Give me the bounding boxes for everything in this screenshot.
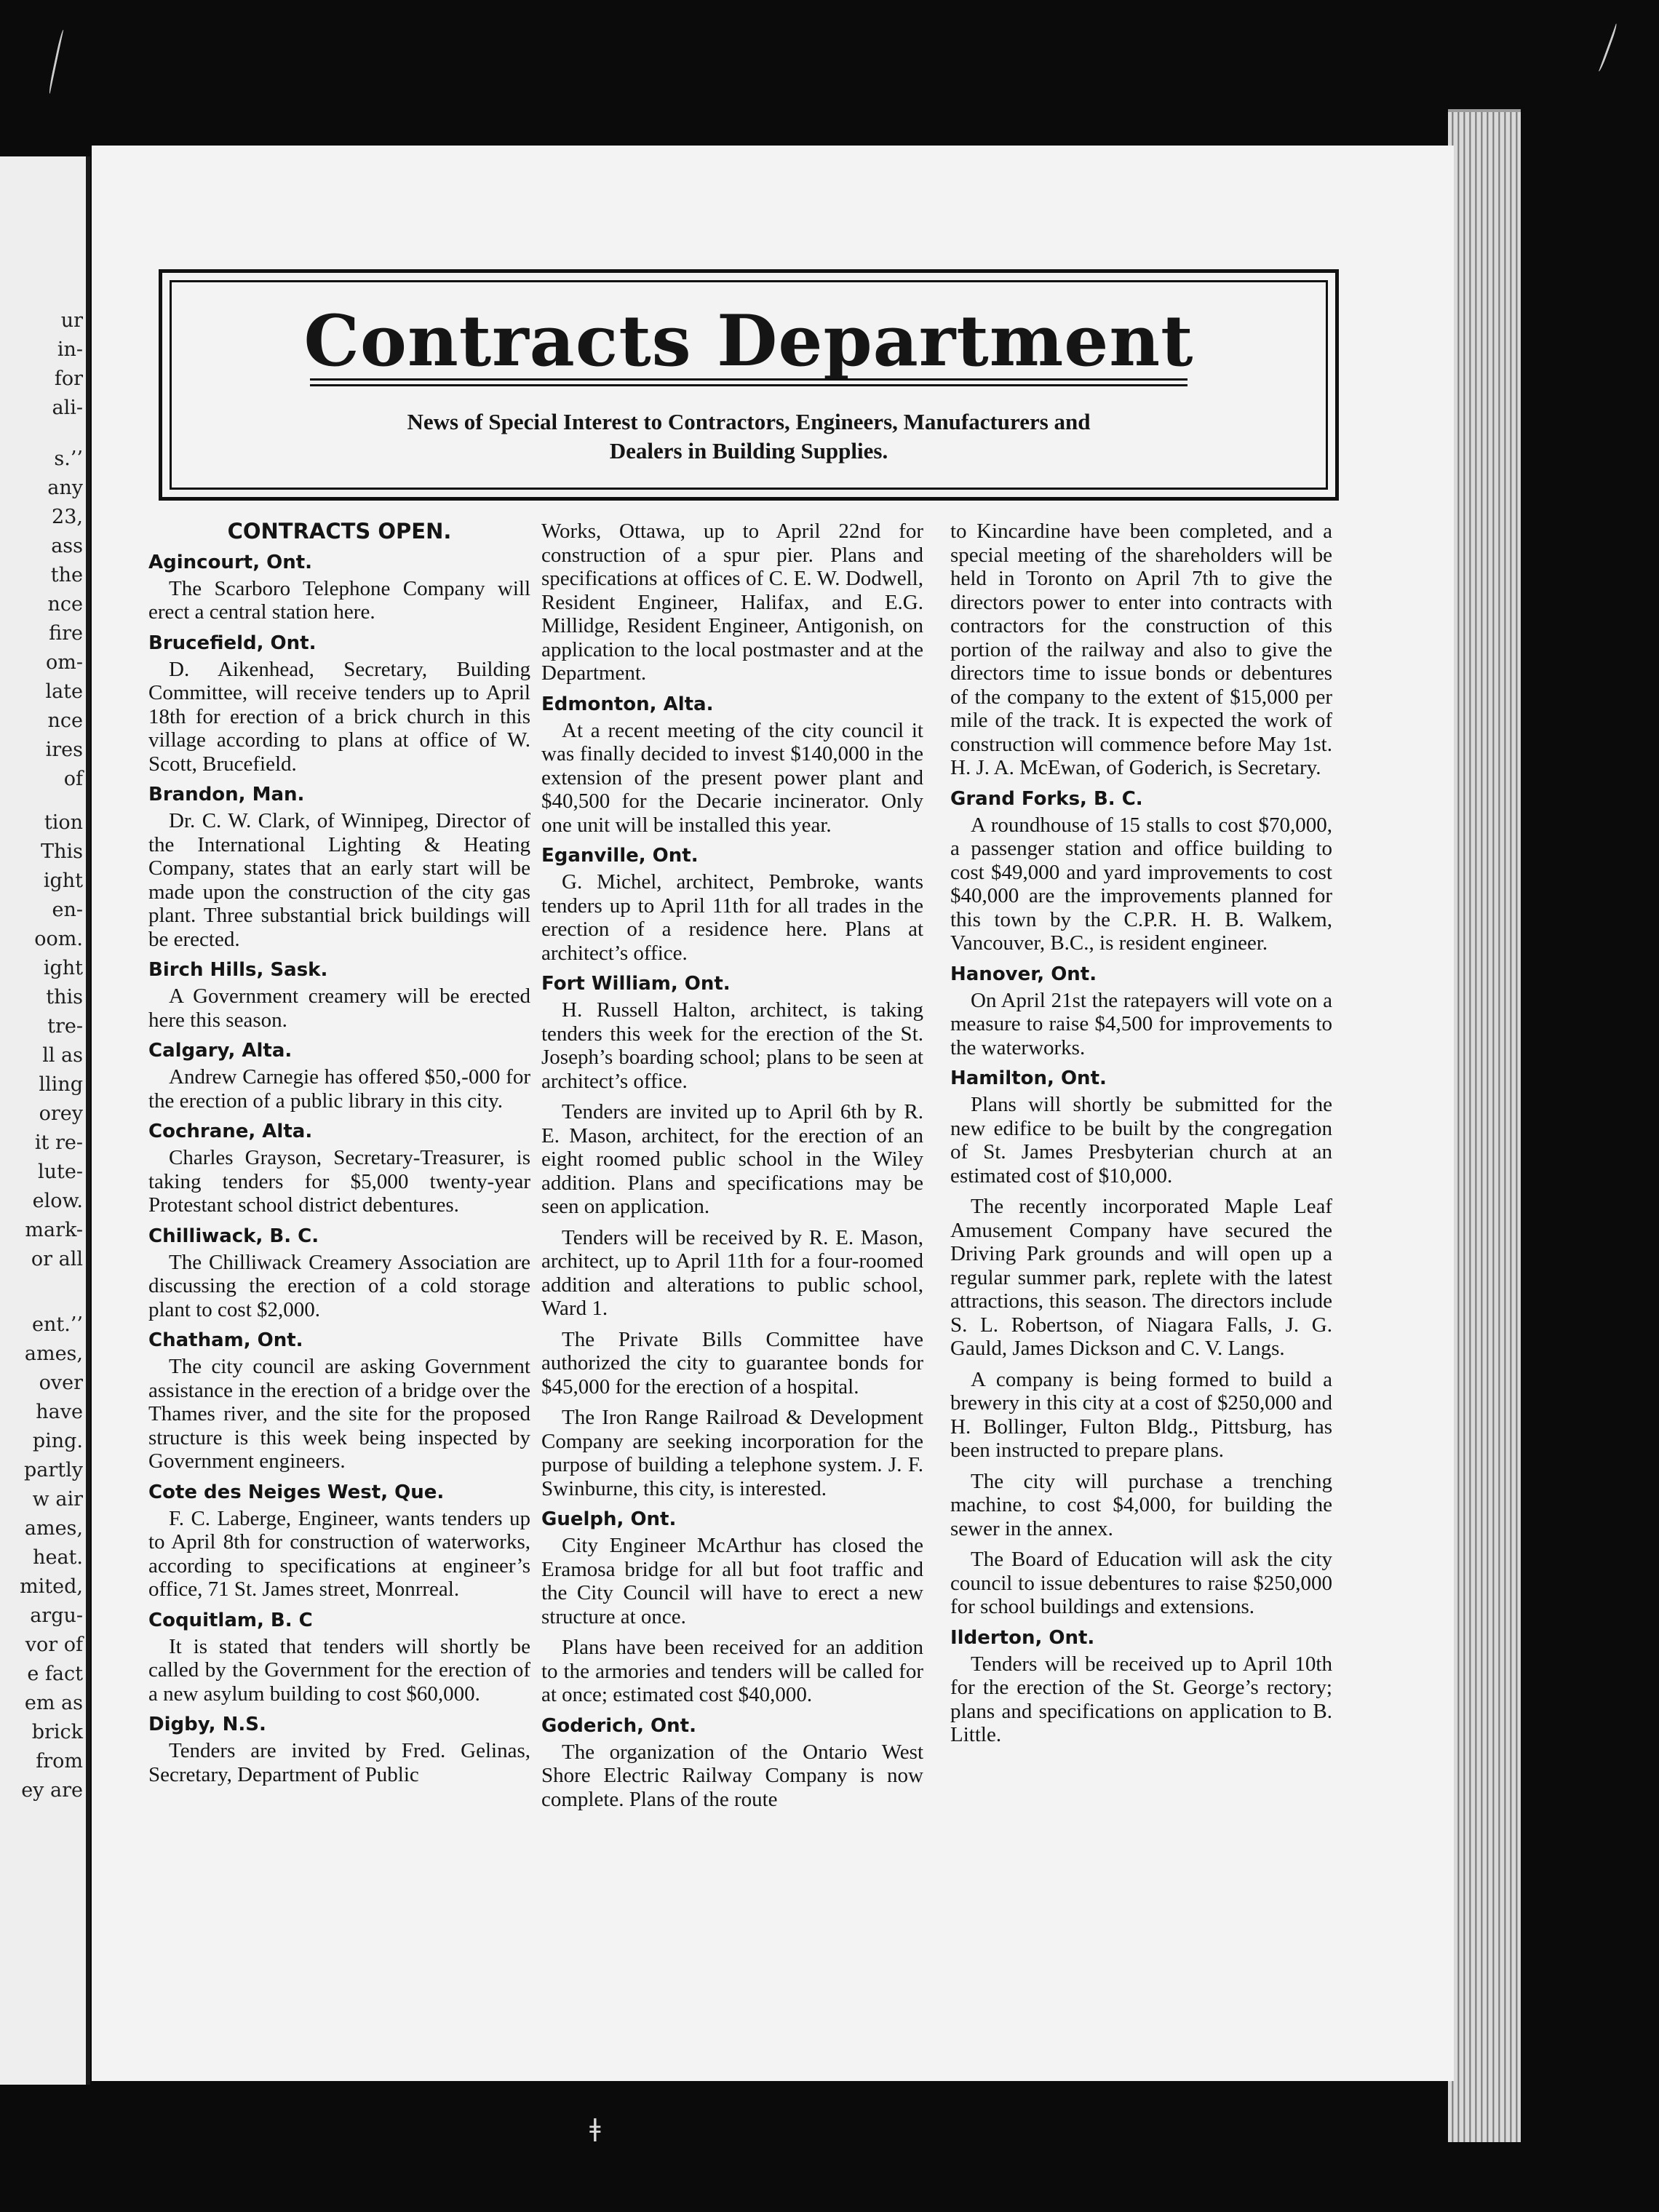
page-crease-mark <box>1596 23 1618 72</box>
facing-page-text-fragment: s.’’ <box>54 447 83 470</box>
facing-page-text-fragment: tion <box>44 811 83 834</box>
page-crease-mark <box>48 29 67 94</box>
facing-page-text-fragment: ight <box>43 870 83 892</box>
entry-paragraph: A roundhouse of 15 stalls to cost $70,000, a passenger station and office building to cost $49,000 and yard improvements to cost $40,000 are the improvements planned for this town by the C.P.R. H. B. Walkem, Vancouver, B.C., is resident engineer. <box>950 813 1332 955</box>
facing-page-text-fragment: w air <box>32 1488 83 1511</box>
binding-mark: ǂ <box>589 2114 601 2143</box>
facing-page-text-fragment: ent.’’ <box>32 1313 83 1336</box>
entry-paragraph: F. C. Laberge, Engineer, wants tenders up to April 8th for construction of waterworks, according to specifications at engineer’s office, 71 St. James street, Monrreal. <box>148 1506 530 1601</box>
entry-paragraph: Works, Ottawa, up to April 22nd for construction of a spur pier. Plans and specifications at offices of C. E. W. Dodwell, Resident Engineer, Halifax, and E.G. Millidge, Resident Engineer, Antigonish, on application to the local postmaster and at the Department. <box>541 520 923 685</box>
entry-paragraph: G. Michel, architect, Pembroke, wants tenders up to April 11th for all trades in the erection of a residence here. Plans at architect’s office. <box>541 870 923 965</box>
entry-paragraph: Dr. C. W. Clark, of Winnipeg, Director of the International Lighting & Heating Company, states that an early start will be made upon the construction of the city gas plant. Three substantial brick buildings will be erected. <box>148 809 530 951</box>
facing-page-text-fragment: nce <box>47 709 83 732</box>
facing-page-text-fragment: ass <box>51 535 83 557</box>
entry-paragraph: The Chilliwack Creamery Association are discussing the erection of a cold storage plant to cost $2,000. <box>148 1250 530 1321</box>
facing-page-text-fragment: it re- <box>34 1131 83 1154</box>
column-3-entries <box>950 520 1332 1747</box>
entry-place-heading: Fort William, Ont. <box>541 973 731 995</box>
facing-page-text-fragment: ll as <box>42 1044 83 1067</box>
entry-place-heading: Digby, N.S. <box>148 1714 266 1735</box>
facing-page-text-fragment: ey are <box>21 1779 83 1802</box>
header-inner-frame <box>170 280 1328 490</box>
entry-place-heading: Calgary, Alta. <box>148 1040 293 1062</box>
page-title: Contracts Department <box>303 300 1194 382</box>
facing-page-text-fragment: late <box>45 680 83 703</box>
entry-paragraph: It is stated that tenders will shortly be called by the Government for the erection of a new asylum building to cost $60,000. <box>148 1634 530 1706</box>
facing-page-text-fragment: ali- <box>52 397 83 419</box>
facing-page-text-fragment: argu- <box>30 1604 83 1627</box>
facing-page-text-fragment: oom. <box>34 928 83 950</box>
facing-page-text-fragment: ires <box>45 739 83 761</box>
facing-page-text-fragment: om- <box>46 651 83 674</box>
facing-page-text-fragment: partly <box>23 1459 83 1481</box>
subtitle-line: Dealers in Building Supplies. <box>609 438 888 464</box>
section-heading: CONTRACTS OPEN. <box>227 519 452 544</box>
facing-page-text-fragment: nce <box>47 593 83 616</box>
entry-place-heading: Brandon, Man. <box>148 784 305 805</box>
column-1 <box>148 520 530 1794</box>
column-3 <box>950 520 1332 1754</box>
facing-page-text-fragment: in- <box>57 338 83 361</box>
column-2-entries <box>541 520 923 1811</box>
facing-page-text-fragment: lling <box>39 1073 83 1096</box>
entry-place-heading: Chatham, Ont. <box>148 1329 303 1351</box>
entry-paragraph: At a recent meeting of the city council it was finally decided to invest $140,000 in the extension of the present power plant and $40,500 for the Decarie incinerator. Only one unit will be installed this year. <box>541 718 923 837</box>
entry-paragraph: A Government creamery will be erected here this season. <box>148 984 530 1032</box>
facing-page-text-fragment: ames, <box>24 1342 83 1365</box>
entry-paragraph: The Board of Education will ask the city council to issue debentures to raise $250,000 for school buildings and extensions. <box>950 1548 1332 1618</box>
entry-place-heading: Grand Forks, B. C. <box>950 787 1143 810</box>
entry-paragraph: D. Aikenhead, Secretary, Building Committee, will receive tenders up to April 18th for erection of a brick church in this village according to plans at office of W. Scott, Brucefield. <box>148 657 530 776</box>
header-subtitle <box>259 407 1238 466</box>
column-1-entries <box>148 551 530 1787</box>
entry-paragraph: The city will purchase a trenching machine, to cost $4,000, for building the sewer in the annex. <box>950 1469 1332 1540</box>
book-page-edges <box>1448 109 1521 2142</box>
entry-place-heading: Eganville, Ont. <box>541 845 699 867</box>
entry-paragraph: City Engineer McArthur has closed the Eramosa bridge for all but foot traffic and the City Council will have to erect a new structure at once. <box>541 1534 923 1628</box>
entry-paragraph: The recently incorporated Maple Leaf Amusement Company have secured the Driving Park grounds and will open up a regular summer park, replete with the latest attractions, this season. The directors include S. L. Robertson, of Niagara Falls, J. G. Gauld, James Dickson and C. V. Langs. <box>950 1195 1332 1360</box>
entry-place-heading: Guelph, Ont. <box>541 1508 677 1530</box>
facing-page-text-fragment: or all <box>31 1248 83 1270</box>
facing-page-text-fragment: from <box>36 1750 83 1773</box>
entry-paragraph: Andrew Carnegie has offered $50,-000 for the erection of a public library in this city. <box>148 1065 530 1113</box>
header-box <box>159 269 1339 501</box>
title-rule <box>310 378 1187 381</box>
entry-paragraph: The organization of the Ontario West Shore Electric Railway Company is now complete. Plans of the route <box>541 1740 923 1811</box>
facing-page-text-fragment: en- <box>52 899 83 921</box>
entry-paragraph: The Iron Range Railroad & Development Company are seeking incorporation for the purpose of building a telephone system. J. F. Swinburne, this city, is interested. <box>541 1406 923 1500</box>
entry-place-heading: Cote des Neiges West, Que. <box>148 1481 445 1503</box>
facing-page-text-fragment: ping. <box>32 1430 83 1452</box>
entry-paragraph: A company is being formed to build a brewery in this city at a cost of $250,000 and H. Bollinger, Fulton Bldg., Pittsburg, has been instructed to prepare plans. <box>950 1367 1332 1462</box>
facing-page-text-fragment: em as <box>24 1692 83 1714</box>
entry-paragraph: The Private Bills Committee have authorized the city to guarantee bonds for $45,000 for the erection of a hospital. <box>541 1327 923 1399</box>
facing-page-text-fragment: fire <box>49 622 83 645</box>
facing-page-text-fragment: mited, <box>20 1575 83 1598</box>
entry-paragraph: The city council are asking Government assistance in the erection of a bridge over the Thames river, and the site for the proposed structure is this week being inspected by Government engineers. <box>148 1355 530 1473</box>
facing-page-text-fragment: any <box>47 477 83 499</box>
title-rule <box>310 384 1187 386</box>
facing-page-text-fragment: tre- <box>47 1015 83 1038</box>
facing-page-text-fragment: brick <box>31 1721 83 1743</box>
facing-page-text-fragment: heat. <box>33 1546 83 1569</box>
entry-paragraph: Plans will shortly be submitted for the new edifice to be built by the congregation of St. James Presbyterian church at an estimated cost of $10,000. <box>950 1093 1332 1187</box>
facing-page-text-fragment: e fact <box>27 1663 83 1685</box>
facing-page-text-fragment: ight <box>43 957 83 979</box>
entry-place-heading: Ilderton, Ont. <box>950 1626 1095 1649</box>
entry-place-heading: Edmonton, Alta. <box>541 693 714 715</box>
facing-page-text-fragment: ames, <box>24 1517 83 1540</box>
entry-paragraph: Tenders will be received up to April 10th for the erection of the St. George’s rectory; plans and specifications on application to B. Little. <box>950 1652 1332 1746</box>
facing-page-text-fragment: of <box>63 768 83 790</box>
entry-place-heading: Hamilton, Ont. <box>950 1067 1107 1089</box>
facing-page-text-fragment: elow. <box>32 1190 83 1212</box>
facing-page-edge <box>0 156 90 2085</box>
entry-paragraph: H. Russell Halton, architect, is taking tenders this week for the erection of the St. Joseph’s boarding school; plans to be seen at architect’s office. <box>541 998 923 1093</box>
facing-page-text-fragment: have <box>36 1401 83 1423</box>
facing-page-text-fragment: for <box>54 367 83 390</box>
facing-page-text-fragment: over <box>39 1372 83 1394</box>
facing-page-text-fragment: orey <box>39 1102 83 1125</box>
entry-paragraph: Charles Grayson, Secretary-Treasurer, is taking tenders for $5,000 twenty-year Protestant school district debentures. <box>148 1146 530 1217</box>
subtitle-line: News of Special Interest to Contractors, Engineers, Manufacturers and <box>407 409 1091 434</box>
magazine-page <box>92 146 1454 2081</box>
column-2 <box>541 520 923 1818</box>
entry-place-heading: Goderich, Ont. <box>541 1714 696 1737</box>
facing-page-text-fragment: lute- <box>38 1161 83 1183</box>
entry-place-heading: Coquitlam, B. C <box>148 1609 313 1631</box>
entry-place-heading: Birch Hills, Sask. <box>148 959 328 981</box>
entry-paragraph: On April 21st the ratepayers will vote on a measure to raise $4,500 for improvements to the waterworks. <box>950 988 1332 1059</box>
entry-paragraph: Tenders will be received by R. E. Mason, architect, up to April 11th for a four-roomed addition and alterations to public school, Ward 1. <box>541 1225 923 1320</box>
entry-paragraph: Tenders are invited up to April 6th by R. E. Mason, architect, for the erection of an eight roomed public school in the Wiley addition. Plans and specifications may be seen on application. <box>541 1100 923 1218</box>
entry-place-heading: Cochrane, Alta. <box>148 1121 313 1142</box>
entry-place-heading: Agincourt, Ont. <box>148 551 313 573</box>
facing-page-text-fragment: vor of <box>25 1634 83 1656</box>
facing-page-text-fragment: mark- <box>25 1219 83 1241</box>
entry-paragraph: Plans have been received for an addition to the armories and tenders will be called for at once; estimated cost $40,000. <box>541 1636 923 1706</box>
facing-page-text-fragment: ur <box>60 309 83 332</box>
entry-paragraph: to Kincardine have been completed, and a special meeting of the shareholders will be held in Toronto on April 7th to give the directors power to enter into contracts with contractors for the construction of this portion of the railway and also to give the directors time to issue bonds or debentures of the company to the extent of $15,000 per mile of the track. It is expected the work of construction will commence before May 1st. H. J. A. McEwan, of Goderich, is Secretary. <box>950 520 1332 779</box>
entry-place-heading: Chilliwack, B. C. <box>148 1225 319 1247</box>
entry-place-heading: Hanover, Ont. <box>950 963 1097 985</box>
entry-paragraph: Tenders are invited by Fred. Gelinas, Secretary, Department of Public <box>148 1739 530 1786</box>
facing-page-text-fragment: this <box>46 986 83 1008</box>
facing-page-text-fragment: 23, <box>52 506 83 528</box>
entry-place-heading: Brucefield, Ont. <box>148 632 317 654</box>
entry-paragraph: The Scarboro Telephone Company will erect a central station here. <box>148 576 530 624</box>
facing-page-text-fragment: This <box>41 840 83 863</box>
facing-page-text-fragment: the <box>50 564 83 586</box>
